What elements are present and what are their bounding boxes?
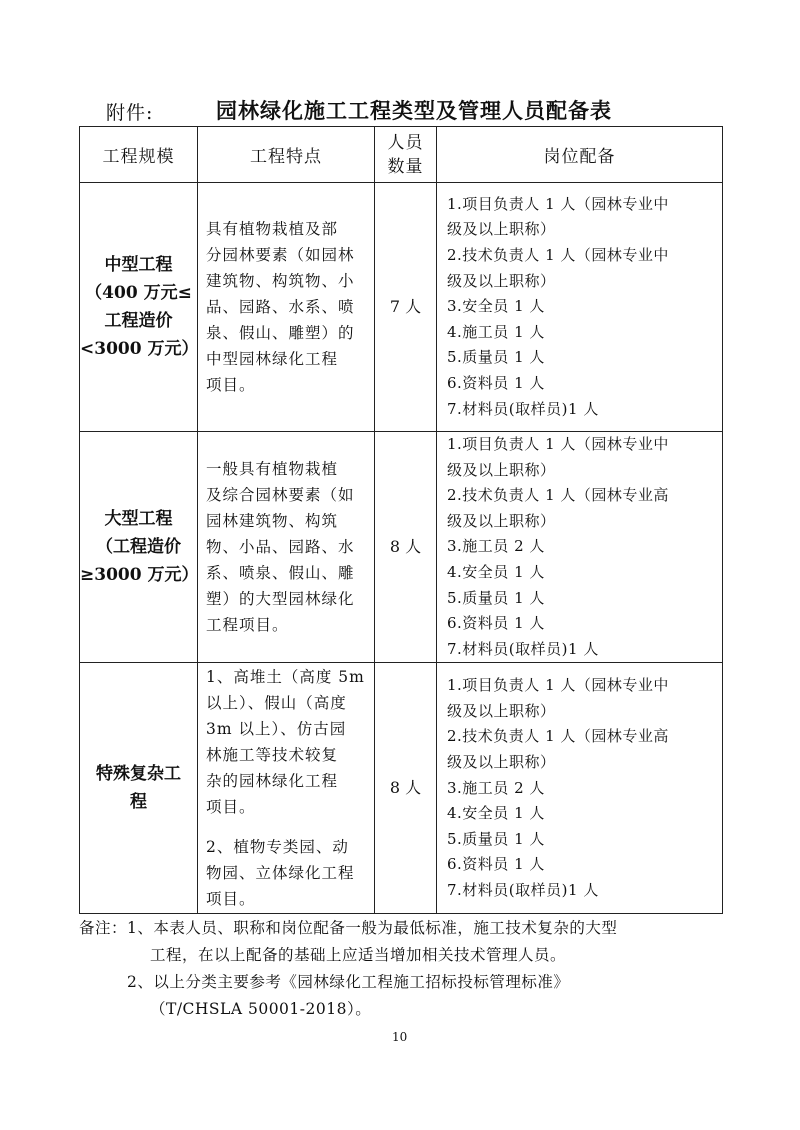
role-line: 级及以上职称） — [447, 220, 556, 239]
role-line: 2.技术负责人 1 人（园林专业中 — [447, 246, 669, 265]
scale-line: （工程造价 — [96, 537, 181, 558]
staff-count: 7 人 — [389, 297, 422, 316]
scale-line: 工程造价 — [104, 311, 173, 331]
feature-line: 项目。 — [206, 890, 256, 909]
document-title: 园林绿化施工工程类型及管理人员配备表 — [216, 98, 612, 123]
feature-line: 2、植物专类园、动 — [206, 838, 349, 857]
scale-cell — [80, 183, 198, 432]
feature-line: 杂的园林绿化工程 — [206, 772, 339, 791]
roles-cell — [437, 663, 723, 914]
column-header-count-line: 数量 — [387, 156, 424, 177]
feature-line: 工程项目。 — [206, 616, 289, 635]
role-line: 1.项目负责人 1 人（园林专业中 — [447, 676, 669, 695]
role-line: 3.安全员 1 人 — [447, 297, 545, 316]
feature-line: 具有植物栽植及部 — [206, 220, 339, 238]
paragraph-gap — [206, 820, 368, 834]
feature-line: 项目。 — [206, 798, 256, 817]
scale-line: （400 万元≤ — [85, 283, 192, 303]
role-line: 2.技术负责人 1 人（园林专业高 — [447, 486, 669, 505]
roles-cell — [437, 183, 723, 432]
feature-line: 建筑物、构筑物、小 — [206, 272, 355, 290]
feature-line: 物、小品、园路、水 — [206, 538, 355, 557]
feature-line: 及综合园林要素（如 — [206, 486, 355, 505]
note-line: 2、以上分类主要参考《园林绿化工程施工招标投标管理标准》 — [127, 973, 570, 991]
table-row — [80, 663, 723, 914]
role-line: 5.质量员 1 人 — [447, 829, 545, 848]
feature-line: 1、高堆土（高度 5m — [206, 668, 365, 687]
role-line: 4.安全员 1 人 — [447, 804, 545, 823]
role-line: 1.项目负责人 1 人（园林专业中 — [447, 435, 669, 453]
role-line: 6.资料员 1 人 — [447, 373, 545, 392]
role-line: 级及以上职称） — [447, 511, 556, 530]
scale-line: <3000 万元） — [80, 339, 199, 359]
column-header-count-line: 人员 — [387, 132, 424, 153]
count-cell — [375, 432, 437, 663]
scale-line: ≥3000 万元） — [80, 565, 199, 586]
features-cell — [198, 432, 375, 663]
role-line: 7.材料员(取样员)1 人 — [447, 880, 599, 899]
attachment-label: 附件: — [106, 102, 154, 124]
features-cell — [198, 663, 375, 914]
scale-line: 特殊复杂工 — [96, 764, 181, 785]
feature-line: 系、喷泉、假山、雕 — [206, 564, 355, 583]
role-line: 6.资料员 1 人 — [447, 855, 545, 874]
feature-line: 分园林要素（如园林 — [206, 246, 355, 264]
note-line: 备注：1、本表人员、职称和岗位配备一般为最低标准，施工技术复杂的大型 — [79, 919, 618, 937]
note-line: 工程，在以上配备的基础上应适当增加相关技术管理人员。 — [150, 946, 567, 964]
role-line: 5.质量员 1 人 — [447, 588, 545, 607]
page-number: 10 — [392, 1030, 408, 1044]
column-header-scale: 工程规模 — [80, 127, 198, 183]
role-line: 7.材料员(取样员)1 人 — [447, 399, 599, 418]
feature-line: 泉、假山、雕塑）的 — [206, 324, 355, 342]
scale-line: 中型工程 — [104, 255, 173, 275]
scale-line: 大型工程 — [104, 509, 173, 530]
role-line: 1.项目负责人 1 人（园林专业中 — [447, 194, 669, 213]
table-row — [80, 432, 723, 663]
feature-line: 中型园林绿化工程 — [206, 350, 339, 368]
role-line: 级及以上职称） — [447, 460, 556, 479]
feature-line: 园林建筑物、构筑 — [206, 512, 339, 531]
feature-line: 塑）的大型园林绿化 — [206, 590, 355, 609]
column-header-features: 工程特点 — [198, 127, 375, 183]
role-line: 级及以上职称） — [447, 271, 556, 290]
count-cell — [375, 663, 437, 914]
scale-cell — [80, 432, 198, 663]
table-row — [80, 183, 723, 432]
scale-cell — [80, 663, 198, 914]
role-line: 5.质量员 1 人 — [447, 348, 545, 367]
role-line: 3.施工员 2 人 — [447, 537, 545, 556]
feature-line: 林施工等技术较复 — [206, 746, 339, 765]
role-line: 4.施工员 1 人 — [447, 322, 545, 341]
staff-count: 8 人 — [389, 537, 422, 557]
role-line: 级及以上职称） — [447, 701, 556, 720]
features-cell — [198, 183, 375, 432]
scale-line: 程 — [130, 792, 147, 813]
notes — [79, 915, 617, 1023]
role-line: 3.施工员 2 人 — [447, 778, 545, 797]
table-header-row — [80, 127, 723, 183]
role-line: 2.技术负责人 1 人（园林专业高 — [447, 727, 669, 746]
note-line: （T/CHSLA 50001-2018）。 — [150, 1000, 372, 1018]
roles-cell — [437, 432, 723, 663]
role-line: 4.安全员 1 人 — [447, 562, 545, 581]
column-header-roles: 岗位配备 — [437, 127, 723, 183]
role-line: 级及以上职称） — [447, 752, 556, 771]
feature-line: 以上）、假山（高度 — [206, 694, 347, 713]
feature-line: 3m 以上）、仿古园 — [206, 720, 347, 739]
feature-line: 品、园路、水系、喷 — [206, 298, 355, 316]
role-line: 6.资料员 1 人 — [447, 614, 545, 633]
feature-line: 物园、立体绿化工程 — [206, 864, 355, 883]
role-line: 7.材料员(取样员)1 人 — [447, 639, 599, 658]
staffing-table — [79, 126, 723, 914]
staff-count: 8 人 — [389, 778, 422, 798]
feature-line: 项目。 — [206, 376, 256, 394]
column-header-count — [375, 127, 437, 183]
count-cell — [375, 183, 437, 432]
feature-line: 一般具有植物栽植 — [206, 460, 339, 479]
